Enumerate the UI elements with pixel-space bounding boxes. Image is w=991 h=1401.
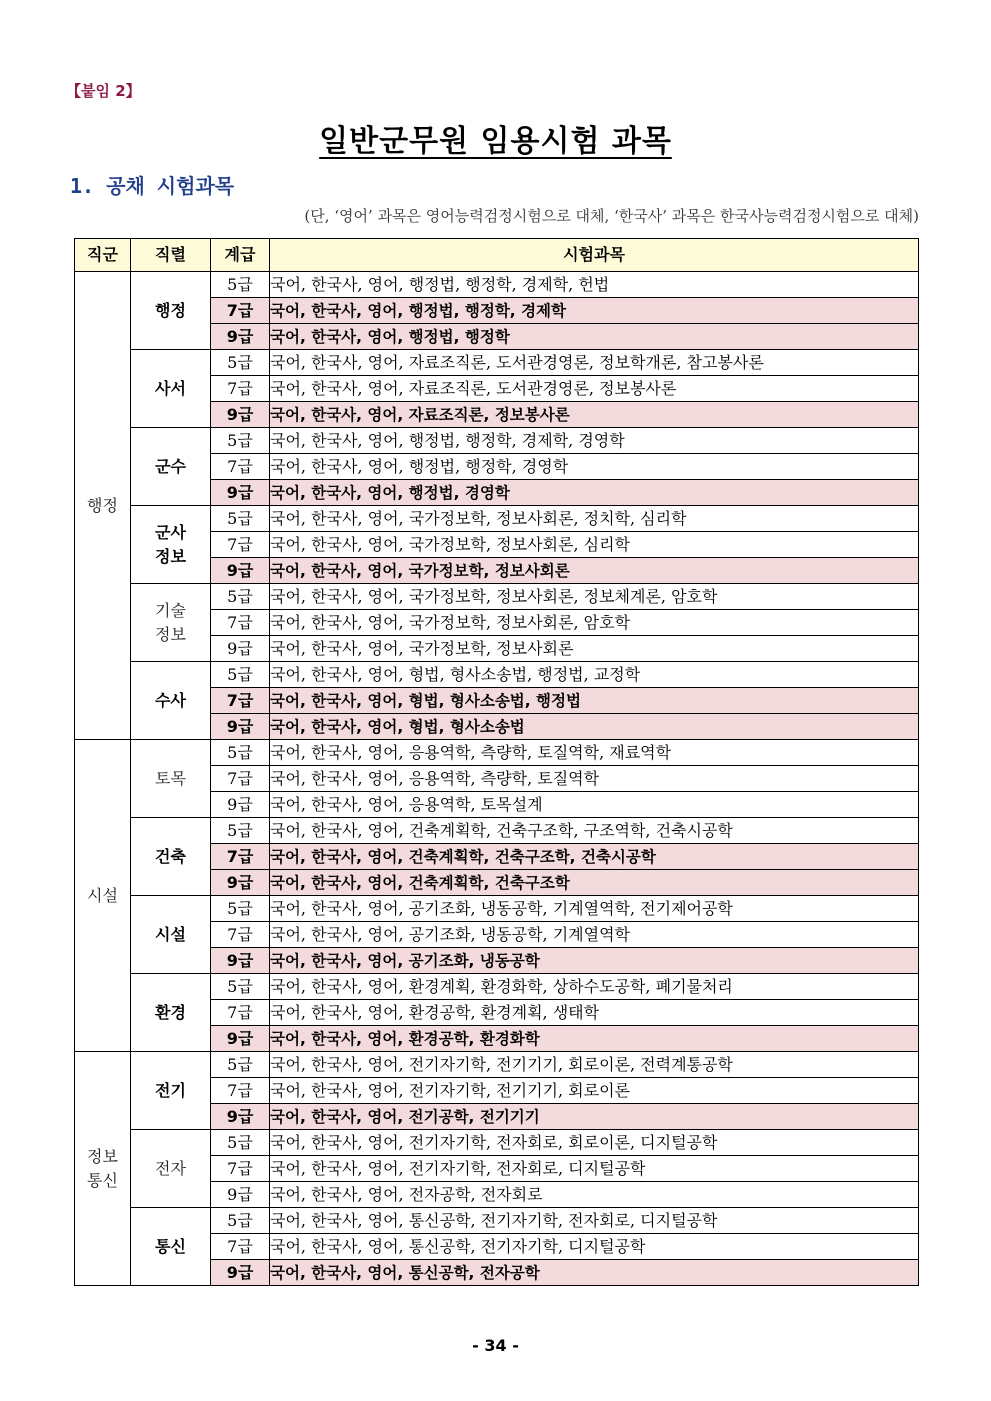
subjects-cell: 국어, 한국사, 영어, 자료조직론, 도서관경영론, 정보봉사론 [270, 376, 919, 402]
subjects-cell: 국어, 한국사, 영어, 전기자기학, 전기기기, 회로이론, 전력계통공학 [270, 1052, 919, 1078]
table-row [75, 662, 919, 688]
section-heading: 1. 공채 시험과목 [70, 174, 235, 198]
subjects-cell: 국어, 한국사, 영어, 환경공학, 환경계획, 생태학 [270, 1000, 919, 1026]
grade-cell: 9급 [211, 402, 270, 428]
grade-cell: 5급 [211, 1130, 270, 1156]
job-series-cell: 전기 [131, 1052, 211, 1130]
header-job-series: 직렬 [131, 239, 211, 272]
grade-cell: 5급 [211, 1052, 270, 1078]
grade-cell: 7급 [211, 1000, 270, 1026]
subjects-cell: 국어, 한국사, 영어, 행정법, 행정학, 경제학, 경영학 [270, 428, 919, 454]
job-series-cell: 행정 [131, 272, 211, 350]
subjects-cell: 국어, 한국사, 영어, 형법, 형사소송법, 행정법 [270, 688, 919, 714]
table-row [75, 740, 919, 766]
grade-cell: 7급 [211, 844, 270, 870]
page-title-wrap [0, 116, 991, 160]
table-header-row [75, 239, 919, 272]
grade-cell: 7급 [211, 766, 270, 792]
job-series-cell: 환경 [131, 974, 211, 1052]
subjects-cell: 국어, 한국사, 영어, 행정법, 경영학 [270, 480, 919, 506]
table-row [75, 584, 919, 610]
subjects-cell: 국어, 한국사, 영어, 공기조화, 냉동공학, 기계열역학 [270, 922, 919, 948]
job-series-cell: 토목 [131, 740, 211, 818]
subjects-cell: 국어, 한국사, 영어, 전기공학, 전기기기 [270, 1104, 919, 1130]
subjects-cell: 국어, 한국사, 영어, 공기조화, 냉동공학 [270, 948, 919, 974]
table-row [75, 506, 919, 532]
job-series-cell: 건축 [131, 818, 211, 896]
grade-cell: 7급 [211, 688, 270, 714]
grade-cell: 7급 [211, 610, 270, 636]
subjects-cell: 국어, 한국사, 영어, 건축계획학, 건축구조학 [270, 870, 919, 896]
grade-cell: 9급 [211, 948, 270, 974]
table-row [75, 1130, 919, 1156]
grade-cell: 7급 [211, 298, 270, 324]
subjects-cell: 국어, 한국사, 영어, 자료조직론, 도서관경영론, 정보학개론, 참고봉사론 [270, 350, 919, 376]
subjects-cell: 국어, 한국사, 영어, 형법, 형사소송법, 행정법, 교정학 [270, 662, 919, 688]
table-row [75, 1208, 919, 1234]
subjects-cell: 국어, 한국사, 영어, 전자공학, 전자회로 [270, 1182, 919, 1208]
job-series-cell: 사서 [131, 350, 211, 428]
grade-cell: 7급 [211, 532, 270, 558]
table-row [75, 818, 919, 844]
subjects-cell: 국어, 한국사, 영어, 응용역학, 측량학, 토질역학, 재료역학 [270, 740, 919, 766]
subjects-cell: 국어, 한국사, 영어, 건축계획학, 건축구조학, 구조역학, 건축시공학 [270, 818, 919, 844]
header-subjects: 시험과목 [270, 239, 919, 272]
table-row [75, 1052, 919, 1078]
grade-cell: 5급 [211, 818, 270, 844]
grade-cell: 5급 [211, 974, 270, 1000]
grade-cell: 9급 [211, 558, 270, 584]
grade-cell: 5급 [211, 350, 270, 376]
job-group-cell: 정보 통신 [75, 1052, 131, 1286]
subjects-cell: 국어, 한국사, 영어, 통신공학, 전기자기학, 전자회로, 디지털공학 [270, 1208, 919, 1234]
subjects-cell: 국어, 한국사, 영어, 전기자기학, 전자회로, 회로이론, 디지털공학 [270, 1130, 919, 1156]
grade-cell: 5급 [211, 896, 270, 922]
subjects-cell: 국어, 한국사, 영어, 국가정보학, 정보사회론, 정치학, 심리학 [270, 506, 919, 532]
job-series-cell: 군수 [131, 428, 211, 506]
grade-cell: 7급 [211, 922, 270, 948]
grade-cell: 9급 [211, 714, 270, 740]
grade-cell: 5급 [211, 506, 270, 532]
grade-cell: 9급 [211, 1026, 270, 1052]
table-row [75, 896, 919, 922]
grade-cell: 9급 [211, 1260, 270, 1286]
subjects-cell: 국어, 한국사, 영어, 통신공학, 전자공학 [270, 1260, 919, 1286]
attachment-label: 【붙임 2】 [66, 82, 141, 100]
table-body [75, 272, 919, 1286]
grade-cell: 5급 [211, 428, 270, 454]
page-title: 일반군무원 임용시험 과목 [319, 124, 672, 159]
table-row [75, 974, 919, 1000]
job-group-cell: 시설 [75, 740, 131, 1052]
subjects-cell: 국어, 한국사, 영어, 전기자기학, 전자회로, 디지털공학 [270, 1156, 919, 1182]
subjects-cell: 국어, 한국사, 영어, 자료조직론, 정보봉사론 [270, 402, 919, 428]
subjects-cell: 국어, 한국사, 영어, 환경공학, 환경화학 [270, 1026, 919, 1052]
table-row [75, 350, 919, 376]
table-row [75, 272, 919, 298]
subjects-cell: 국어, 한국사, 영어, 형법, 형사소송법 [270, 714, 919, 740]
job-group-cell: 행정 [75, 272, 131, 740]
subjects-cell: 국어, 한국사, 영어, 공기조화, 냉동공학, 기계열역학, 전기제어공학 [270, 896, 919, 922]
subjects-cell: 국어, 한국사, 영어, 국가정보학, 정보사회론 [270, 558, 919, 584]
table-row [75, 428, 919, 454]
subjects-cell: 국어, 한국사, 영어, 국가정보학, 정보사회론, 암호학 [270, 610, 919, 636]
job-series-cell: 기술 정보 [131, 584, 211, 662]
exam-subjects-table [74, 238, 919, 1286]
subjects-cell: 국어, 한국사, 영어, 행정법, 행정학, 경영학 [270, 454, 919, 480]
exam-note: (단, ‘영어’ 과목은 영어능력검정시험으로 대체, ‘한국사’ 과목은 한국사능력검정시험으로 대체) [304, 207, 919, 225]
header-job-group: 직군 [75, 239, 131, 272]
subjects-cell: 국어, 한국사, 영어, 응용역학, 토목설계 [270, 792, 919, 818]
grade-cell: 9급 [211, 870, 270, 896]
subjects-cell: 국어, 한국사, 영어, 행정법, 행정학, 경제학 [270, 298, 919, 324]
subjects-cell: 국어, 한국사, 영어, 환경계획, 환경화학, 상하수도공학, 폐기물처리 [270, 974, 919, 1000]
subjects-cell: 국어, 한국사, 영어, 통신공학, 전기자기학, 디지털공학 [270, 1234, 919, 1260]
grade-cell: 5급 [211, 584, 270, 610]
subjects-cell: 국어, 한국사, 영어, 행정법, 행정학 [270, 324, 919, 350]
grade-cell: 7급 [211, 454, 270, 480]
grade-cell: 9급 [211, 1104, 270, 1130]
grade-cell: 7급 [211, 1156, 270, 1182]
page-number: - 34 - [472, 1336, 519, 1355]
subjects-cell: 국어, 한국사, 영어, 국가정보학, 정보사회론, 심리학 [270, 532, 919, 558]
subjects-cell: 국어, 한국사, 영어, 국가정보학, 정보사회론, 정보체계론, 암호학 [270, 584, 919, 610]
job-series-cell: 시설 [131, 896, 211, 974]
grade-cell: 5급 [211, 272, 270, 298]
grade-cell: 9급 [211, 324, 270, 350]
job-series-cell: 통신 [131, 1208, 211, 1286]
job-series-cell: 전자 [131, 1130, 211, 1208]
grade-cell: 7급 [211, 376, 270, 402]
subjects-cell: 국어, 한국사, 영어, 국가정보학, 정보사회론 [270, 636, 919, 662]
grade-cell: 9급 [211, 480, 270, 506]
header-grade: 계급 [211, 239, 270, 272]
job-series-cell: 수사 [131, 662, 211, 740]
grade-cell: 5급 [211, 740, 270, 766]
subjects-cell: 국어, 한국사, 영어, 행정법, 행정학, 경제학, 헌법 [270, 272, 919, 298]
subjects-cell: 국어, 한국사, 영어, 전기자기학, 전기기기, 회로이론 [270, 1078, 919, 1104]
grade-cell: 7급 [211, 1078, 270, 1104]
grade-cell: 9급 [211, 792, 270, 818]
grade-cell: 9급 [211, 1182, 270, 1208]
grade-cell: 7급 [211, 1234, 270, 1260]
grade-cell: 9급 [211, 636, 270, 662]
grade-cell: 5급 [211, 1208, 270, 1234]
job-series-cell: 군사 정보 [131, 506, 211, 584]
subjects-cell: 국어, 한국사, 영어, 건축계획학, 건축구조학, 건축시공학 [270, 844, 919, 870]
subjects-cell: 국어, 한국사, 영어, 응용역학, 측량학, 토질역학 [270, 766, 919, 792]
grade-cell: 5급 [211, 662, 270, 688]
